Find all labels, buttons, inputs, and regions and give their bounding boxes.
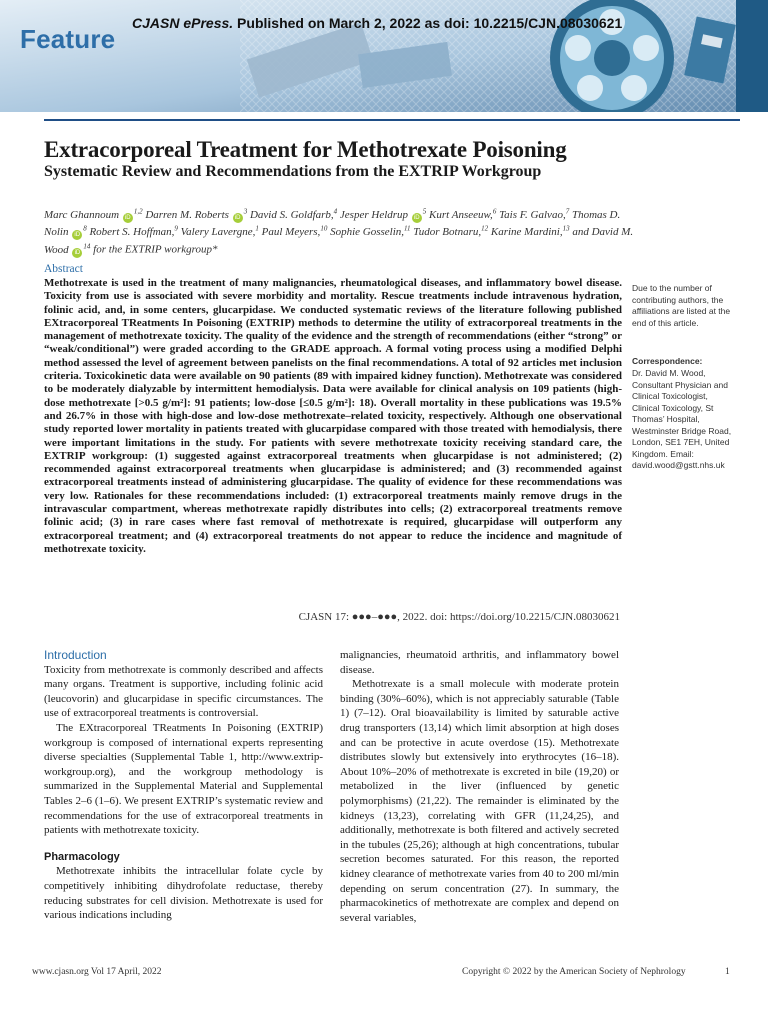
affiliation-superscript: 13: [562, 224, 570, 233]
epress-journal: CJASN ePress.: [132, 15, 234, 31]
intro-paragraph-1: Toxicity from methotrexate is commonly described and affects many organs. Treatment is supportive, including folinic acid (leucovorin) and glucarpidase in specific circumstances. The use of extracorporeal treatments is controversial.: [44, 663, 323, 720]
affiliation-superscript: 1,2: [133, 207, 143, 215]
footer-copyright: Copyright © 2022 by the American Society of Nephrology: [462, 967, 686, 977]
page-number: 1: [725, 967, 730, 977]
footer-journal-info: www.cjasn.org Vol 17 April, 2022: [32, 967, 162, 977]
correspondence-text: Dr. David M. Wood, Consultant Physician and Clinical Toxicologist, Clinical Toxicology, St Thomas’ Hospital, Westminster Bridge Road, London, SE1 7EH, United Kingdom. Email: david.wood@gstt.nhs.uk: [632, 368, 732, 470]
author-name: Tais F. Galvao,$^7$: [496, 207, 570, 221]
affiliation-superscript: 8: [83, 224, 87, 233]
body-column-right: [340, 648, 619, 925]
orcid-icon[interactable]: iD: [123, 213, 133, 223]
orcid-icon[interactable]: iD: [72, 230, 82, 240]
correspondence-heading: Correspondence:: [632, 356, 703, 366]
orcid-icon[interactable]: iD: [412, 213, 422, 223]
affiliation-superscript: 5: [422, 207, 427, 215]
section-label: Feature: [20, 24, 116, 54]
affiliation-superscript: 4: [333, 207, 338, 215]
right-paragraph-1: malignancies, rheumatoid arthritis, and inflammatory bowel disease.: [340, 649, 619, 676]
author-list: [44, 205, 634, 258]
author-name: Sophie Gosselin,$^{11}$: [327, 224, 411, 239]
author-name: Paul Meyers,$^{10}$: [258, 224, 328, 239]
affiliation-superscript: 11: [404, 224, 411, 233]
citation-line: CJASN 17: ●●●–●●●, 2022. doi: https://doi.org/10.2215/CJN.08030621: [298, 611, 620, 623]
affiliation-superscript: 7: [565, 207, 570, 215]
right-paragraph-2: Methotrexate is a small molecule with moderate protein binding (30%–60%), which is not appreciably saturable (Table 1) (7–12). Oral bioavailability is limited by saturable active drug transporters (13,14) which limit absorption at high doses and can be protective in acute overdose (15). Methotrexate distributes slowly but extensively into erythrocytes (16–18). About 10%–20% of methotrexate is excreted in bile (19,20) or metabolized in the liver (influenced by genetic polymorphisms) (21,22). The remainder is eliminated by the kidneys (13,23), correlating with GFR (11,24,25), and additionally, methotrexate is both filtered and actively secreted in the tubules (25,26); although at high concentrations, tubular secretion becomes saturated. For this reason, the reported kidney clearance of methotrexate varies from 40 to 200 ml/min depending on serum concentration (27). In summary, the pharmacokinetics of methotrexate are complex and depend on several variables,: [340, 678, 619, 924]
authors-tail: for the EXTRIP workgroup*: [90, 243, 218, 256]
affiliation-superscript: 12: [481, 224, 489, 233]
pharmacology-paragraph-1: Methotrexate inhibits the intracellular folate cycle by competitively inhibiting dihydrofolate reductase, thereby reducing substrates for cell division. Methotrexate is used for various indications including: [44, 865, 323, 922]
affiliation-superscript: 9: [174, 224, 178, 233]
abstract-heading: Abstract: [44, 263, 83, 275]
introduction-heading: Introduction: [44, 648, 107, 662]
author-name: Marc Ghannoum iD$^{1,2}$: [44, 207, 143, 221]
author-name: Thomas D. Nolin $iD^8$: [44, 208, 621, 239]
epress-doi: Published on March 2, 2022 as doi: 10.2215/CJN.08030621: [233, 15, 623, 31]
affiliation-superscript: 10: [320, 224, 328, 233]
affiliation-superscript: 14: [83, 242, 91, 251]
affiliation-superscript: 6: [492, 207, 497, 215]
article-subtitle: Systematic Review and Recommendations from the EXTRIP Workgroup: [44, 163, 542, 180]
intro-paragraph-2: The EXtracorporeal TReatments In Poisoning (EXTRIP) workgroup is composed of international experts representing diverse specialties (Supplemental Table 1, http://www.extrip-workgroup.org), and the workgroup methodology is summarized in the Supplemental Material and Supplemental Tables 2–6 (1–6). We present EXTRIP’s systematic review and recommendations for the use of extracorporeal treatments in patients with methotrexate toxicity.: [44, 721, 323, 837]
orcid-icon[interactable]: iD: [233, 213, 243, 223]
epress-notice: [132, 15, 622, 31]
author-name: Kurt Anseeuw,$^6$: [426, 207, 497, 221]
abstract-text: Methotrexate is used in the treatment of many malignancies, rheumatological diseases, and inflammatory bowel disease. Toxicity from use is associated with severe morbidity and mortality. Rescue treatments include intravenous hydration, folinic acid, and, in some centers, glucarpidase. We conducted systematic reviews of the literature following published EXtracorporeal TReatments In Poisoning (EXTRIP) methods to determine the utility of extracorporeal treatments in the management of methotrexate toxicity. The quality of the evidence and the strength of recommendations (either “strong” or “weak/conditional”) were graded according to the GRADE approach. A formal voting process using a modified Delphi method assessed the level of agreement between panelists on the final recommendations. A total of 92 articles met inclusion criteria. Toxicokinetic data were available on 90 patients (89 with impaired kidney function). Methotrexate was considered to be moderately dialyzable by intermittent hemodialysis. Data were available for clinical analysis on 109 patients (high-dose methotrexate [>0.5 g/m²]: 91 patients; low-dose [≤0.5 g/m²]: 18). Overall mortality in these publications was 19.5% and 26.7% in those with high-dose and low-dose methotrexate–related toxicity, respectively. Although one observational study reported lower mortality in patients treated with glucarpidase compared with those treated with hemodialysis, there were important limitations in the study. For patients with severe methotrexate toxicity receiving standard care, the EXTRIP workgroup: (1) suggested against extracorporeal treatments when glucarpidase is not administered; (2) recommended against extracorporeal treatments when glucarpidase is administered; and (3) recommended against extracorporeal treatments instead of administering glucarpidase. The quality of evidence for these recommendations was very low. Rationales for these recommendations included: (1) extracorporeal treatments mainly remove drugs in the intravascular compartment, whereas methotrexate rapidly distributes into cells; (2) extracorporeal treatments remove folinic acid; (3) in rare cases where fast removal of methotrexate is required, glucarpidase will outperform any extracorporeal treatment; and (4) extracorporeal treatments do not appear to reduce the incidence and magnitude of methotrexate toxicity.: [44, 277, 622, 555]
affiliation-superscript: 3: [243, 207, 248, 215]
header-rule: [44, 119, 740, 121]
header-banner: [0, 0, 768, 112]
article-title: Extracorporeal Treatment for Methotrexate Poisoning: [44, 137, 567, 162]
body-column-left: [44, 648, 323, 923]
pharmacology-heading: Pharmacology: [44, 850, 120, 863]
author-name: Jesper Heldrup $iD^5$: [337, 207, 427, 221]
author-name: Karine Mardini,$^{13}$: [488, 224, 570, 239]
affiliation-superscript: 1: [255, 224, 259, 233]
author-name: Robert S. Hoffman,$^9$: [86, 224, 178, 239]
author-name: Valery Lavergne,$^1$: [177, 224, 259, 239]
author-name: and David M. Wood $iD^{14}$: [44, 226, 634, 256]
author-name: Darren M. Roberts $iD^3$: [142, 207, 248, 221]
affiliations-note: Due to the number of contributing authors, the affiliations are listed at the end of this article.: [632, 283, 731, 328]
author-name: Tudor Botnaru,$^{12}$: [410, 224, 489, 239]
author-name: David S. Goldfarb,$^4$: [247, 207, 338, 221]
orcid-icon[interactable]: iD: [72, 248, 82, 258]
